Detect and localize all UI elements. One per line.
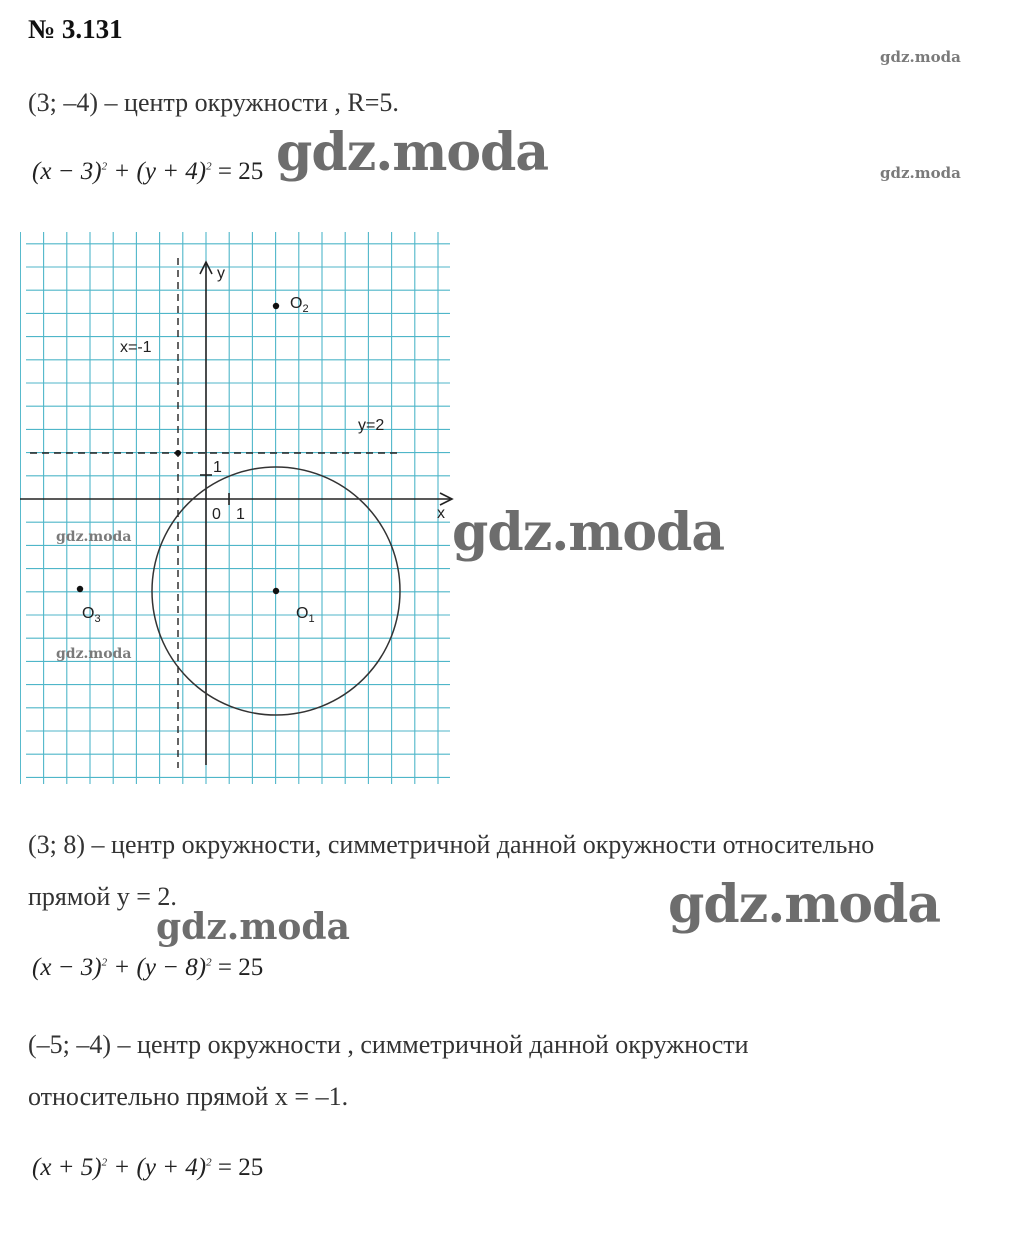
point-o3 — [77, 586, 83, 592]
problem-number: № 3.131 — [28, 14, 123, 44]
watermark: gdz.moda — [276, 122, 549, 183]
watermark: gdz.moda — [156, 906, 350, 948]
text-line-5: относительно прямой x = –1. — [28, 1082, 349, 1111]
text-line-4: (–5; –4) – центр окружности , симметричной данной окружности — [28, 1030, 749, 1059]
watermark: gdz.moda — [56, 646, 132, 662]
y-unit-label: 1 — [213, 459, 222, 476]
watermark: gdz.moda — [56, 529, 132, 545]
label-o3: $O_3$ — [82, 605, 101, 625]
label-o1: $O_1$ — [296, 605, 315, 625]
label-o2: $O_2$ — [290, 295, 309, 315]
watermark: gdz.moda — [452, 502, 725, 563]
watermark: gdz.moda — [880, 48, 961, 66]
text-line-1: (3; –4) – центр окружности , R=5. — [28, 88, 399, 117]
equation-2: $(x - 3)^2 + (y - 8)^2 = 25$ — [32, 954, 264, 981]
text-line-2: (3; 8) – центр окружности, симметричной данной окружности относительно — [28, 830, 875, 859]
label-y-eq: y=2 — [358, 417, 385, 434]
watermark: gdz.moda — [668, 874, 941, 935]
origin-label: 0 — [212, 506, 221, 523]
x-axis-label: x — [437, 505, 445, 522]
label-x-eq: x=-1 — [120, 339, 152, 356]
intersection-point — [175, 450, 181, 456]
y-axis-label: y — [217, 265, 225, 282]
x-unit-label: 1 — [236, 506, 245, 523]
equation-1: $(x - 3)^2 + (y + 4)^2 = 25$ — [32, 158, 264, 185]
point-o1 — [273, 588, 279, 594]
watermark: gdz.moda — [880, 164, 961, 182]
text-line-3: прямой y = 2. — [28, 882, 177, 911]
point-o2 — [273, 303, 279, 309]
coordinate-graph — [20, 228, 460, 790]
equation-3: $(x + 5)^2 + (y + 4)^2 = 25$ — [32, 1154, 264, 1181]
